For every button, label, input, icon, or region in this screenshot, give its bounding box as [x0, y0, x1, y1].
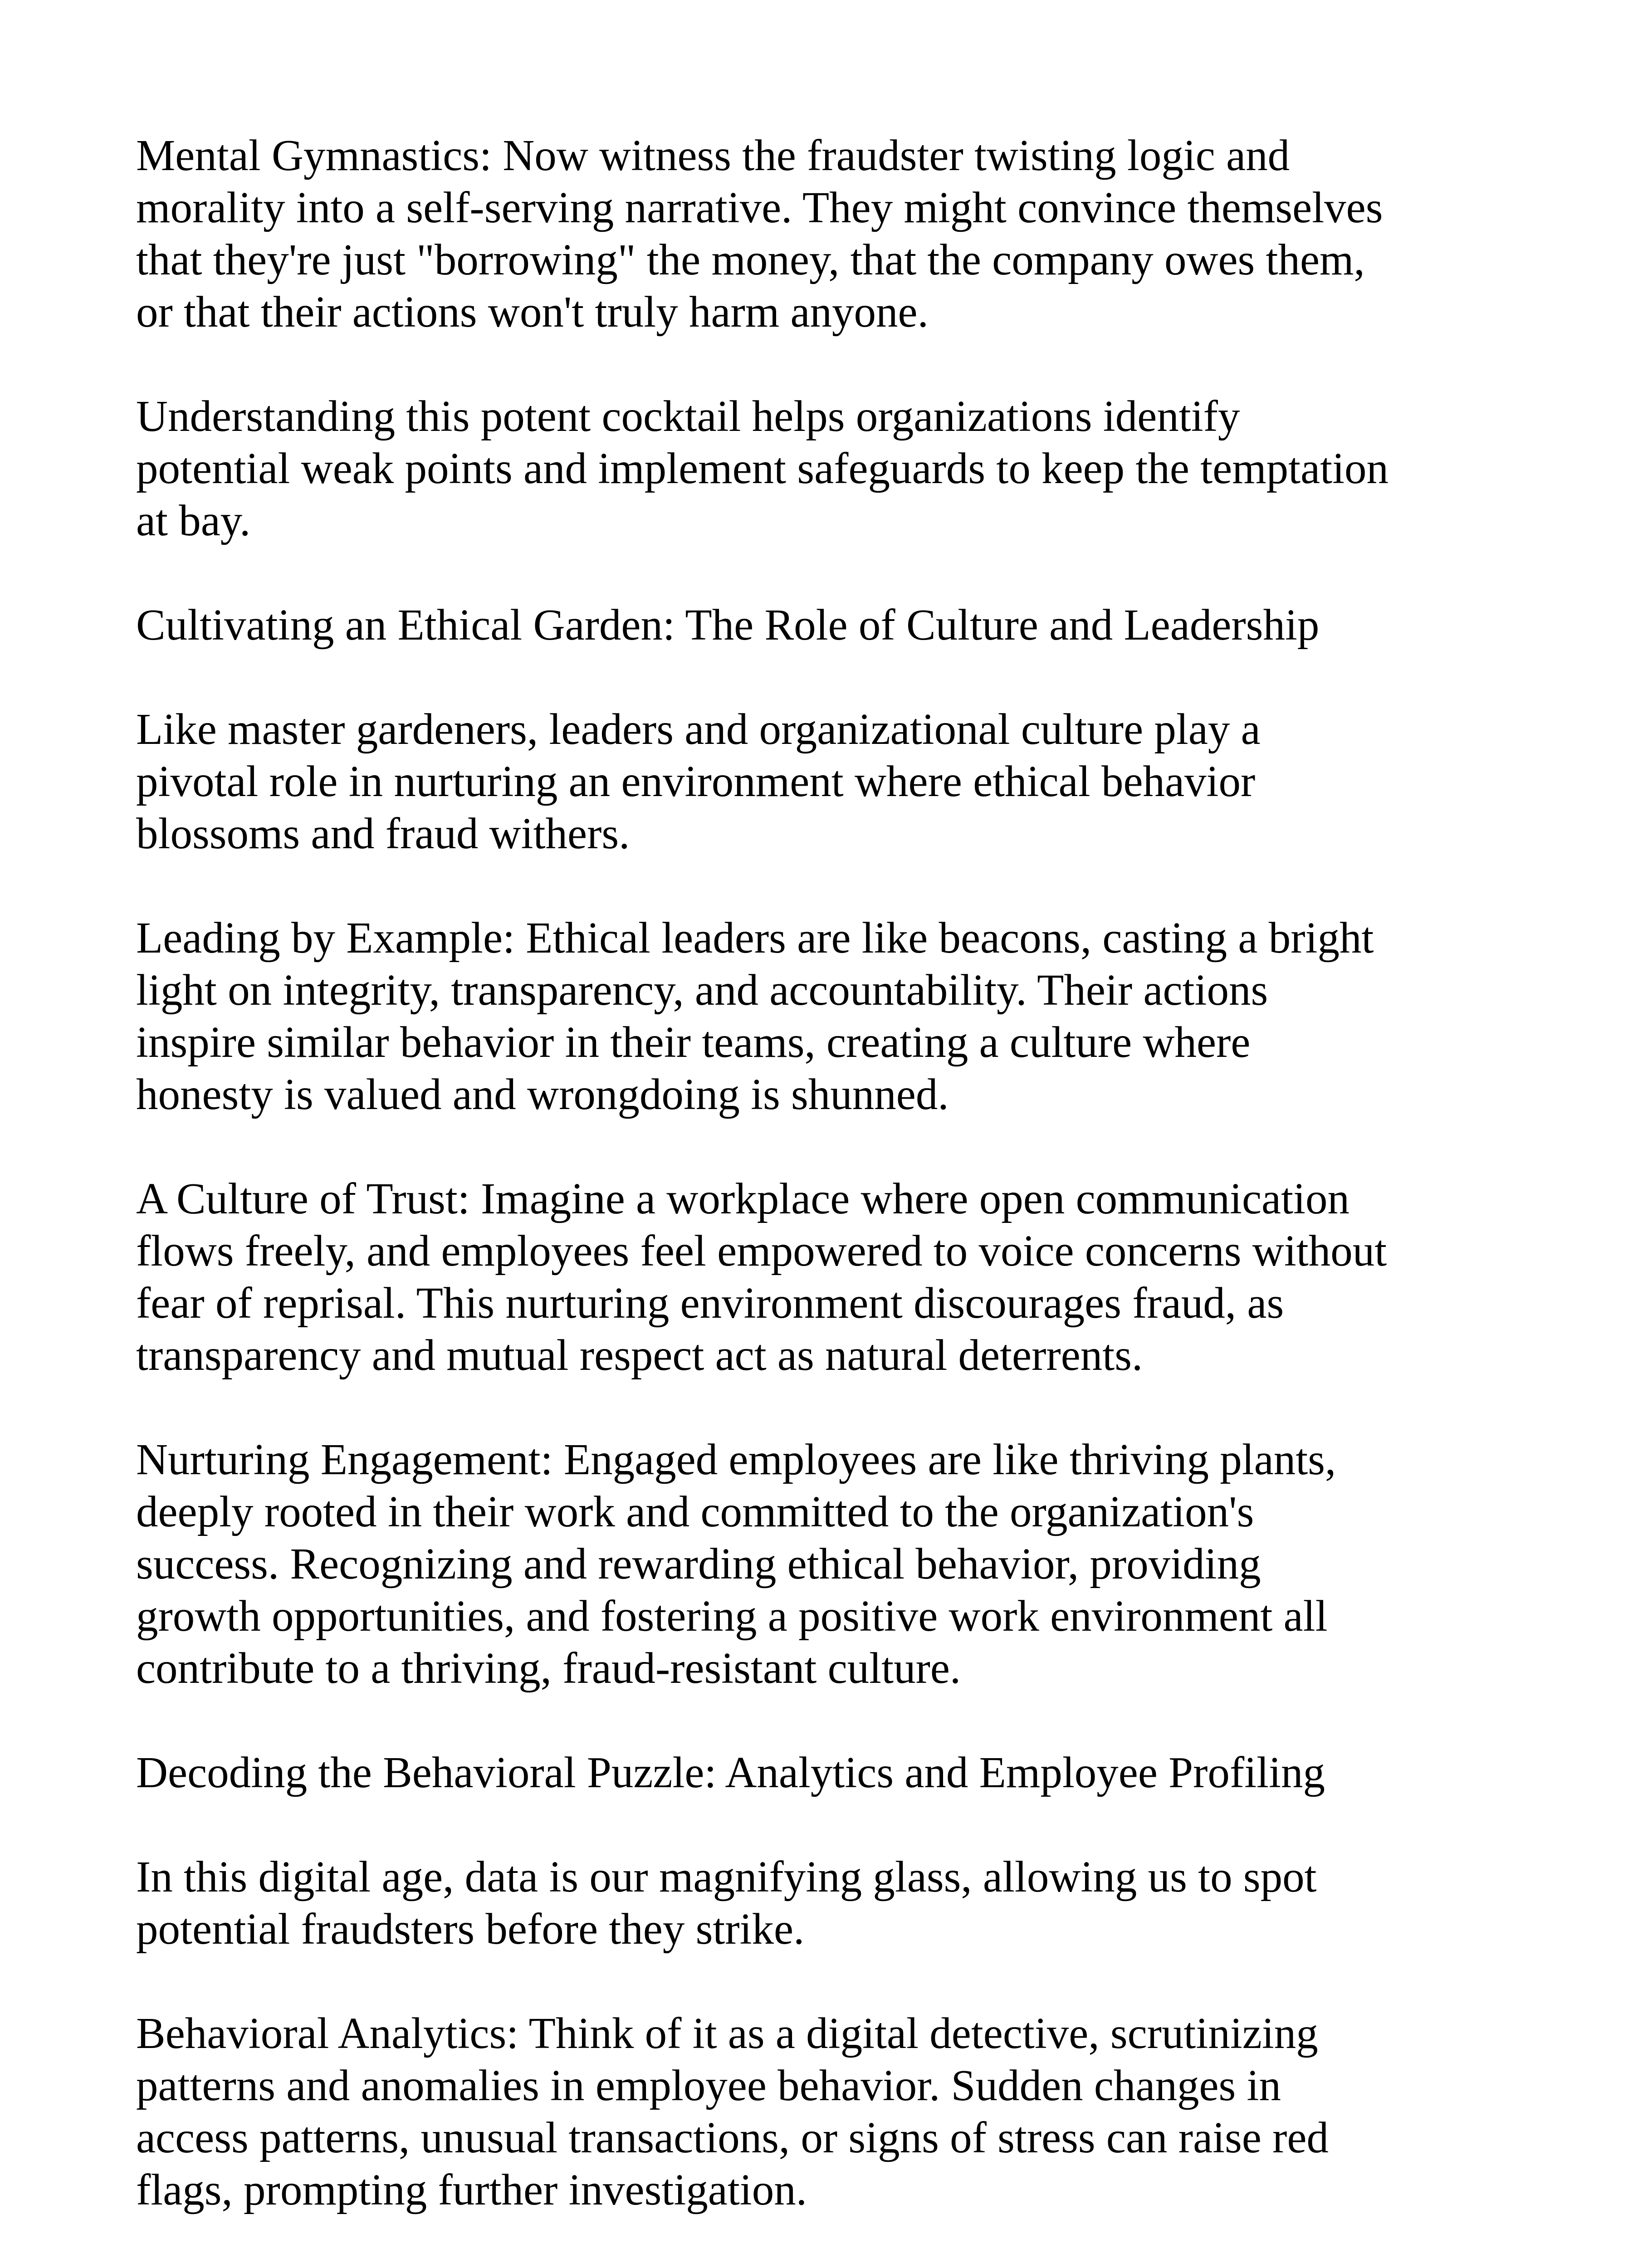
paragraph-nurturing-engagement: Nurturing Engagement: Engaged employees are like thriving plants, deeply rooted in their work and committed to the organization's success. Recognizing and rewarding ethical behavior, providing growth opportunities, and fostering a positive work environment all contribute to a thriving, fraud-resistant culture.: [136, 1435, 1336, 1692]
paragraph-digital-age: In this digital age, data is our magnifying glass, allowing us to spot potential fraudsters before they strike.: [136, 1853, 1317, 1953]
paragraph-leading-by-example: Leading by Example: Ethical leaders are like beacons, casting a bright light on integrity, transparency, and accountability. Their actions inspire similar behavior in their teams, creating a culture where honesty is valued and wrongdoing is shunned.: [136, 914, 1374, 1119]
paragraph-master-gardeners: Like master gardeners, leaders and organizational culture play a pivotal role in nurturing an environment where ethical behavior blossoms and fraud withers.: [136, 705, 1261, 858]
paragraph-understanding-cocktail: Understanding this potent cocktail helps organizations identify potential weak points and implement safeguards to keep the temptation at bay.: [136, 392, 1389, 545]
paragraph-mental-gymnastics: Mental Gymnastics: Now witness the fraudster twisting logic and morality into a self-serving narrative. They might convince themselves that they're just "borrowing" the money, that the company owes them, or that their actions won't truly harm anyone.: [136, 131, 1383, 336]
paragraph-behavioral-analytics: Behavioral Analytics: Think of it as a digital detective, scrutinizing patterns and anomalies in employee behavior. Sudden changes in access patterns, unusual transactions, or signs of stress can raise red flags, prompting further investigation.: [136, 2009, 1329, 2214]
page-body: [136, 129, 1452, 2216]
paragraph-culture-of-trust: A Culture of Trust: Imagine a workplace where open communication flows freely, and employees feel empowered to voice concerns without fear of reprisal. This nurturing environment discourages fraud, as transparency and mutual respect act as natural deterrents.: [136, 1174, 1387, 1379]
section-heading-ethical-garden: Cultivating an Ethical Garden: The Role of Culture and Leadership: [136, 601, 1320, 649]
section-heading-behavioral-puzzle: Decoding the Behavioral Puzzle: Analytics and Employee Profiling: [136, 1748, 1325, 1797]
